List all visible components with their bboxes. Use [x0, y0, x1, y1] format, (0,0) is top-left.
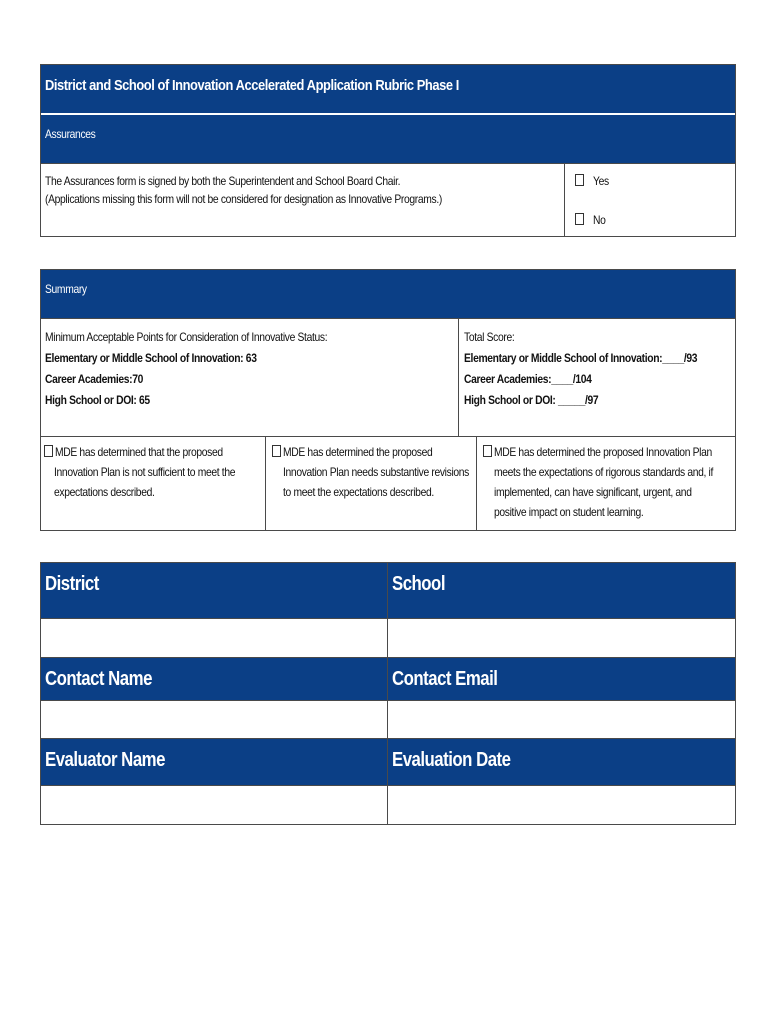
- decision2-line1: MDE has determined the proposed: [282, 445, 432, 459]
- contact-name-header: [41, 658, 388, 700]
- contact-name-label: Contact Name: [45, 668, 152, 690]
- evaluator-header-row: [41, 738, 735, 785]
- assurances-header-bar: [41, 115, 735, 163]
- evaluator-name-field[interactable]: [41, 786, 388, 824]
- yes-option[interactable]: [571, 172, 735, 192]
- rubric-title-bar: [41, 65, 735, 115]
- yes-label: Yes: [593, 174, 609, 188]
- school-label: School: [392, 573, 445, 595]
- summary-table: [40, 269, 736, 531]
- info-table: [40, 562, 736, 825]
- assurances-table: [40, 64, 736, 237]
- contact-field-row: [41, 700, 735, 738]
- contact-email-field[interactable]: [388, 701, 735, 738]
- assurance-row: [41, 163, 735, 236]
- minimum-points-cell: [41, 319, 459, 436]
- district-label: District: [45, 573, 99, 595]
- summary-header-bar: [41, 270, 735, 318]
- decision-row: [41, 436, 735, 530]
- evaluation-date-field[interactable]: [388, 786, 735, 824]
- assurance-text-cell: [41, 164, 565, 236]
- no-checkbox[interactable]: [575, 213, 584, 225]
- district-school-header-row: [41, 563, 735, 618]
- yes-checkbox[interactable]: [575, 174, 584, 186]
- total-high[interactable]: High School or DOI: _____/97: [463, 393, 599, 407]
- school-header: [388, 563, 735, 618]
- decision2-line3: to meet the expectations described.: [282, 485, 434, 499]
- contact-name-field[interactable]: [41, 701, 388, 738]
- school-field[interactable]: [388, 619, 735, 657]
- summary-scores-row: [41, 318, 735, 436]
- total-career[interactable]: Career Academies:____/104: [463, 372, 592, 386]
- decision-not-sufficient-checkbox[interactable]: [44, 445, 53, 457]
- contact-email-label: Contact Email: [392, 668, 498, 690]
- assurance-options-cell: [565, 164, 735, 236]
- district-school-field-row: [41, 618, 735, 657]
- total-elem-mid[interactable]: Elementary or Middle School of Innovation:____/93: [463, 351, 698, 365]
- decision3-line2: meets the expectations of rigorous standards and, if: [493, 465, 713, 479]
- min-high: High School or DOI: 65: [45, 393, 150, 407]
- min-points-label: Minimum Acceptable Points for Consideration of Innovative Status:: [45, 330, 328, 344]
- evaluator-name-label: Evaluator Name: [45, 749, 165, 771]
- total-score-cell: [459, 319, 735, 436]
- decision1-line3: expectations described.: [54, 485, 155, 499]
- decision-needs-revisions[interactable]: [266, 437, 477, 530]
- evaluation-date-header: [388, 739, 735, 785]
- district-field[interactable]: [41, 619, 388, 657]
- decision3-line4: positive impact on student learning.: [493, 505, 643, 519]
- decision-needs-revisions-checkbox[interactable]: [272, 445, 281, 457]
- decision-not-sufficient[interactable]: [41, 437, 266, 530]
- decision2-line2: Innovation Plan needs substantive revisions: [282, 465, 469, 479]
- decision1-line1: MDE has determined that the proposed: [55, 445, 223, 459]
- no-option[interactable]: [571, 211, 735, 231]
- no-label: No: [593, 213, 606, 227]
- decision3-line3: implemented, can have significant, urgent, and: [493, 485, 692, 499]
- summary-header: Summary: [45, 282, 87, 296]
- assurances-header: Assurances: [45, 127, 96, 141]
- evaluation-date-label: Evaluation Date: [392, 749, 511, 771]
- evaluator-name-header: [41, 739, 388, 785]
- rubric-title: District and School of Innovation Accelerated Application Rubric Phase I: [45, 77, 459, 94]
- contact-header-row: [41, 657, 735, 700]
- contact-email-header: [388, 658, 735, 700]
- decision1-line2: Innovation Plan is not sufficient to meet the: [54, 465, 236, 479]
- decision3-line1: MDE has determined the proposed Innovation Plan: [493, 445, 712, 459]
- min-elem-mid: Elementary or Middle School of Innovation: 63: [45, 351, 257, 365]
- evaluator-field-row: [41, 785, 735, 824]
- decision-meets-expectations[interactable]: [477, 437, 749, 530]
- assurance-text-line2: (Applications missing this form will not be considered for designation as Innovative Programs.): [45, 192, 442, 206]
- decision-meets-expectations-checkbox[interactable]: [483, 445, 492, 457]
- total-score-label: Total Score:: [463, 330, 515, 344]
- min-career: Career Academies:70: [45, 372, 144, 386]
- assurance-text-line1: The Assurances form is signed by both the Superintendent and School Board Chair.: [45, 174, 401, 188]
- district-header: [41, 563, 388, 618]
